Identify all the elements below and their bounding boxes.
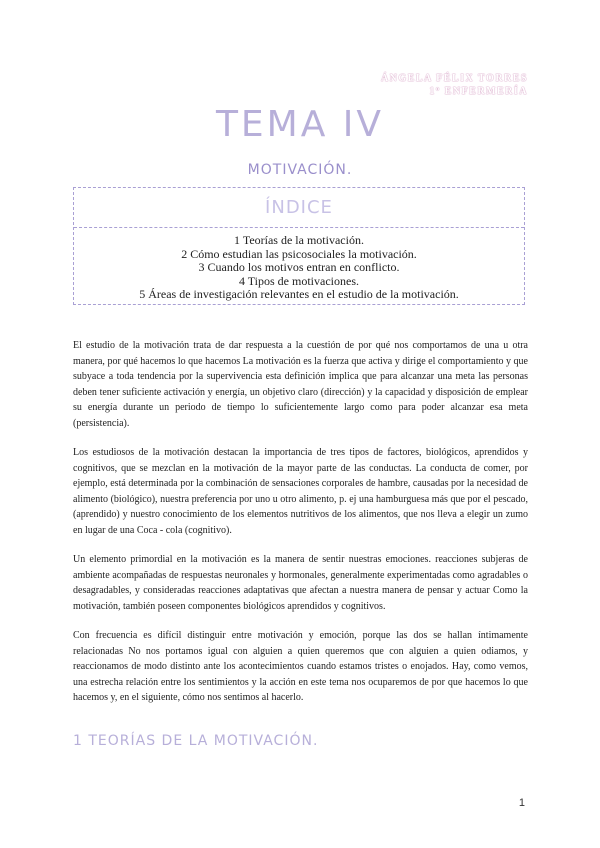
page-title: TEMA IV bbox=[215, 104, 385, 145]
author-block bbox=[381, 72, 528, 98]
index-item: 5 Áreas de investigación relevantes en el estudio de la motivación. bbox=[139, 287, 459, 301]
index-box bbox=[73, 187, 525, 305]
section-heading: 1 TEORÍAS DE LA MOTIVACIÓN. bbox=[73, 733, 319, 749]
paragraph: Un elemento primordial en la motivación es la manera de sentir nuestras emociones. reacciones subjeras de ambiente acompañadas de respuestas neuronales y hormonales, generalmente experimentadas como agradables o desagradables, y consideradas reacciones adaptativas que afectan a nuestra manera de pensar y actuar Como la motivación, también poseen componentes biológicos aprendidos y cognitivos. bbox=[73, 554, 528, 612]
index-item: 4 Tipos de motivaciones. bbox=[238, 273, 359, 288]
index-item: 2 Cómo estudian las psicosociales la motivación. bbox=[181, 246, 417, 261]
page-subtitle: MOTIVACIÓN. bbox=[247, 162, 353, 178]
index-title: ÍNDICE bbox=[74, 188, 524, 228]
index-item: 3 Cuando los motivos entran en conflicto. bbox=[198, 260, 400, 274]
author-name: ÁNGELA FÉLIX TORRES bbox=[380, 73, 528, 84]
paragraph: Con frecuencia es difícil distinguir entre motivación y emoción, porque las dos se hallan íntimamente relacionadas No nos portamos igual con alguien a quien queremos que con alguien a quien odiamos, y reaccionamos de modo distinto ante los acontecimientos cuando estamos tristes o enojados. Hay, como vemos, una estrecha relación entre los sentimientos y la acción en este tema nos ocuparemos de por que hacemos lo que hacemos y, en el siguiente, cómo nos sentimos al hacerlo. bbox=[73, 630, 528, 703]
paragraph: El estudio de la motivación trata de dar respuesta a la cuestión de por qué nos comportamos de una u otra manera, por qué hacemos lo que hacemos La motivación es la fuerza que activa y dirige el comportamiento y que subyace a toda tendencia por la supervivencia esta definición implica que para alcanzar una meta las personas deben tener suficiente activación y energía, un objetivo claro (dirección) y la capacidad y disposición de emplear su energía durante un periodo de tiempo lo suficientemente largo como para poder alcanzar esa meta (persistencia). bbox=[73, 340, 528, 429]
index-list bbox=[74, 228, 524, 302]
index-item: 1 Teorías de la motivación. bbox=[234, 233, 364, 247]
body-text bbox=[73, 338, 528, 720]
author-degree: 1º ENFERMERÍA bbox=[429, 86, 528, 97]
paragraph: Los estudiosos de la motivación destacan la importancia de tres tipos de factores, biológicos, aprendidos y cognitivos, que se mezclan en la motivación de la mayor parte de las conductas. La conducta de comer, por ejemplo, está determinada por la combinación de sensaciones corporales de hambre, causadas por la necesidad de alimento (biológico), nuestra preferencia por uno u otro alimento, p. ej una hamburguesa más que por el pescado, (aprendido) y nuestro conocimiento de los elementos nutritivos de los alimentos, que nos lleva a elegir un zumo en lugar de una Coca - cola (cognitivo). bbox=[73, 447, 528, 536]
page-number: 1 bbox=[518, 797, 525, 809]
